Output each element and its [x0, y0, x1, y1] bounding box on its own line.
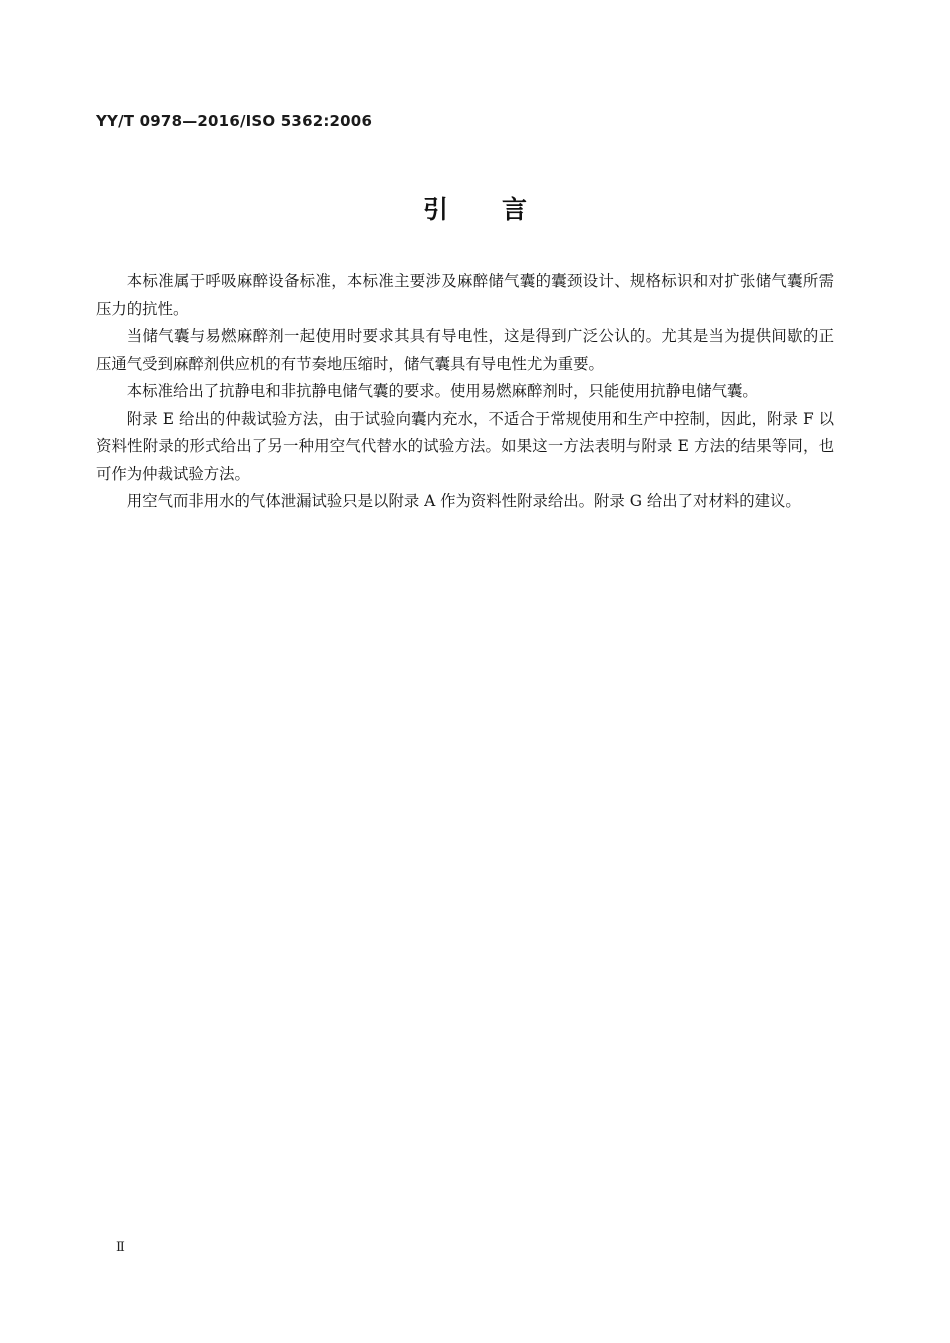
paragraph: 用空气而非用水的气体泄漏试验只是以附录 A 作为资料性附录给出。附录 G 给出了对材料的建议。	[126, 492, 801, 510]
paragraph: 附录 E 给出的仲裁试验方法，由于试验向囊内充水，不适合于常规使用和生产中控制，因此，附录 F 以资料性附录的形式给出了另一种用空气代替水的试验方法。如果这一方法表明与附录 E 方法的结果等同，也可作为仲裁试验方法。	[96, 409, 834, 483]
paragraph: 当储气囊与易燃麻醉剂一起使用时要求其具有导电性，这是得到广泛公认的。尤其是当为提供间歇的正压通气受到麻醉剂供应机的有节奏地压缩时，储气囊具有导电性尤为重要。	[96, 327, 834, 373]
standard-number-header: YY/T 0978—2016/ISO 5362:2006	[96, 112, 373, 130]
body-text	[96, 268, 834, 516]
paragraph: 本标准属于呼吸麻醉设备标准，本标准主要涉及麻醉储气囊的囊颈设计、规格标识和对扩张储气囊所需压力的抗性。	[96, 272, 834, 318]
section-title: 引言	[422, 195, 581, 224]
page-number: Ⅱ	[116, 1240, 125, 1255]
paragraph: 本标准给出了抗静电和非抗静电储气囊的要求。使用易燃麻醉剂时，只能使用抗静电储气囊。	[126, 382, 758, 400]
